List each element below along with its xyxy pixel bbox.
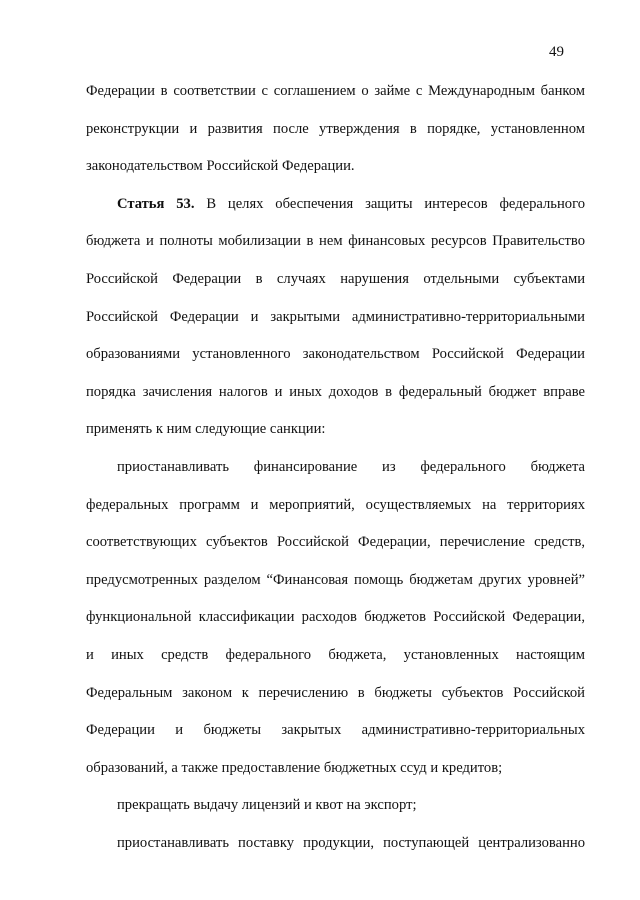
text-line: приостанавливать поставку продукции, поступающей централизованно: [117, 834, 585, 851]
text-line: и иных средств федерального бюджета, установленных настоящим: [86, 646, 585, 663]
text-line: образованиями установленного законодательством Российской Федерации: [86, 346, 585, 363]
text-line: прекращать выдачу лицензий и квот на экспорт;: [117, 797, 417, 814]
text-line: Федеральным законом к перечислению в бюджеты субъектов Российской: [86, 684, 585, 701]
text-line: законодательством Российской Федерации.: [86, 158, 355, 175]
text-line: применять к ним следующие санкции:: [86, 421, 326, 438]
text-line: В целях обеспечения защиты интересов федерального: [206, 195, 585, 212]
article-first-line: [86, 192, 585, 230]
page-number: 49: [549, 44, 564, 60]
text-line: образований, а также предоставление бюджетных ссуд и кредитов;: [86, 759, 503, 776]
text-line: приостанавливать финансирование из федерального бюджета: [117, 458, 585, 475]
body-text: [86, 79, 585, 868]
text-line: Российской Федерации в случаях нарушения отдельными субъектами: [86, 270, 585, 287]
text-line: Федерации в соответствии с соглашением о займе с Международным банком: [86, 83, 585, 99]
text-line: федеральных программ и мероприятий, осуществляемых на территориях: [86, 496, 585, 513]
text-line: реконструкции и развития после утверждения в порядке, установленном: [86, 120, 585, 137]
article-label: Статья 53.: [117, 195, 195, 212]
text-line: Российской Федерации и закрытыми административно-территориальными: [86, 308, 585, 325]
text-line: соответствующих субъектов Российской Федерации, перечисление средств,: [86, 534, 585, 551]
text-line: предусмотренных разделом “Финансовая помощь бюджетам других уровней”: [86, 571, 585, 588]
text-line: бюджета и полноты мобилизации в нем финансовых ресурсов Правительство: [86, 233, 585, 250]
text-line: порядка зачисления налогов и иных доходов в федеральный бюджет вправе: [86, 383, 585, 400]
text-line: функциональной классификации расходов бюджетов Российской Федерации,: [86, 609, 585, 626]
text-line: Федерации и бюджеты закрытых административно-территориальных: [86, 722, 585, 739]
